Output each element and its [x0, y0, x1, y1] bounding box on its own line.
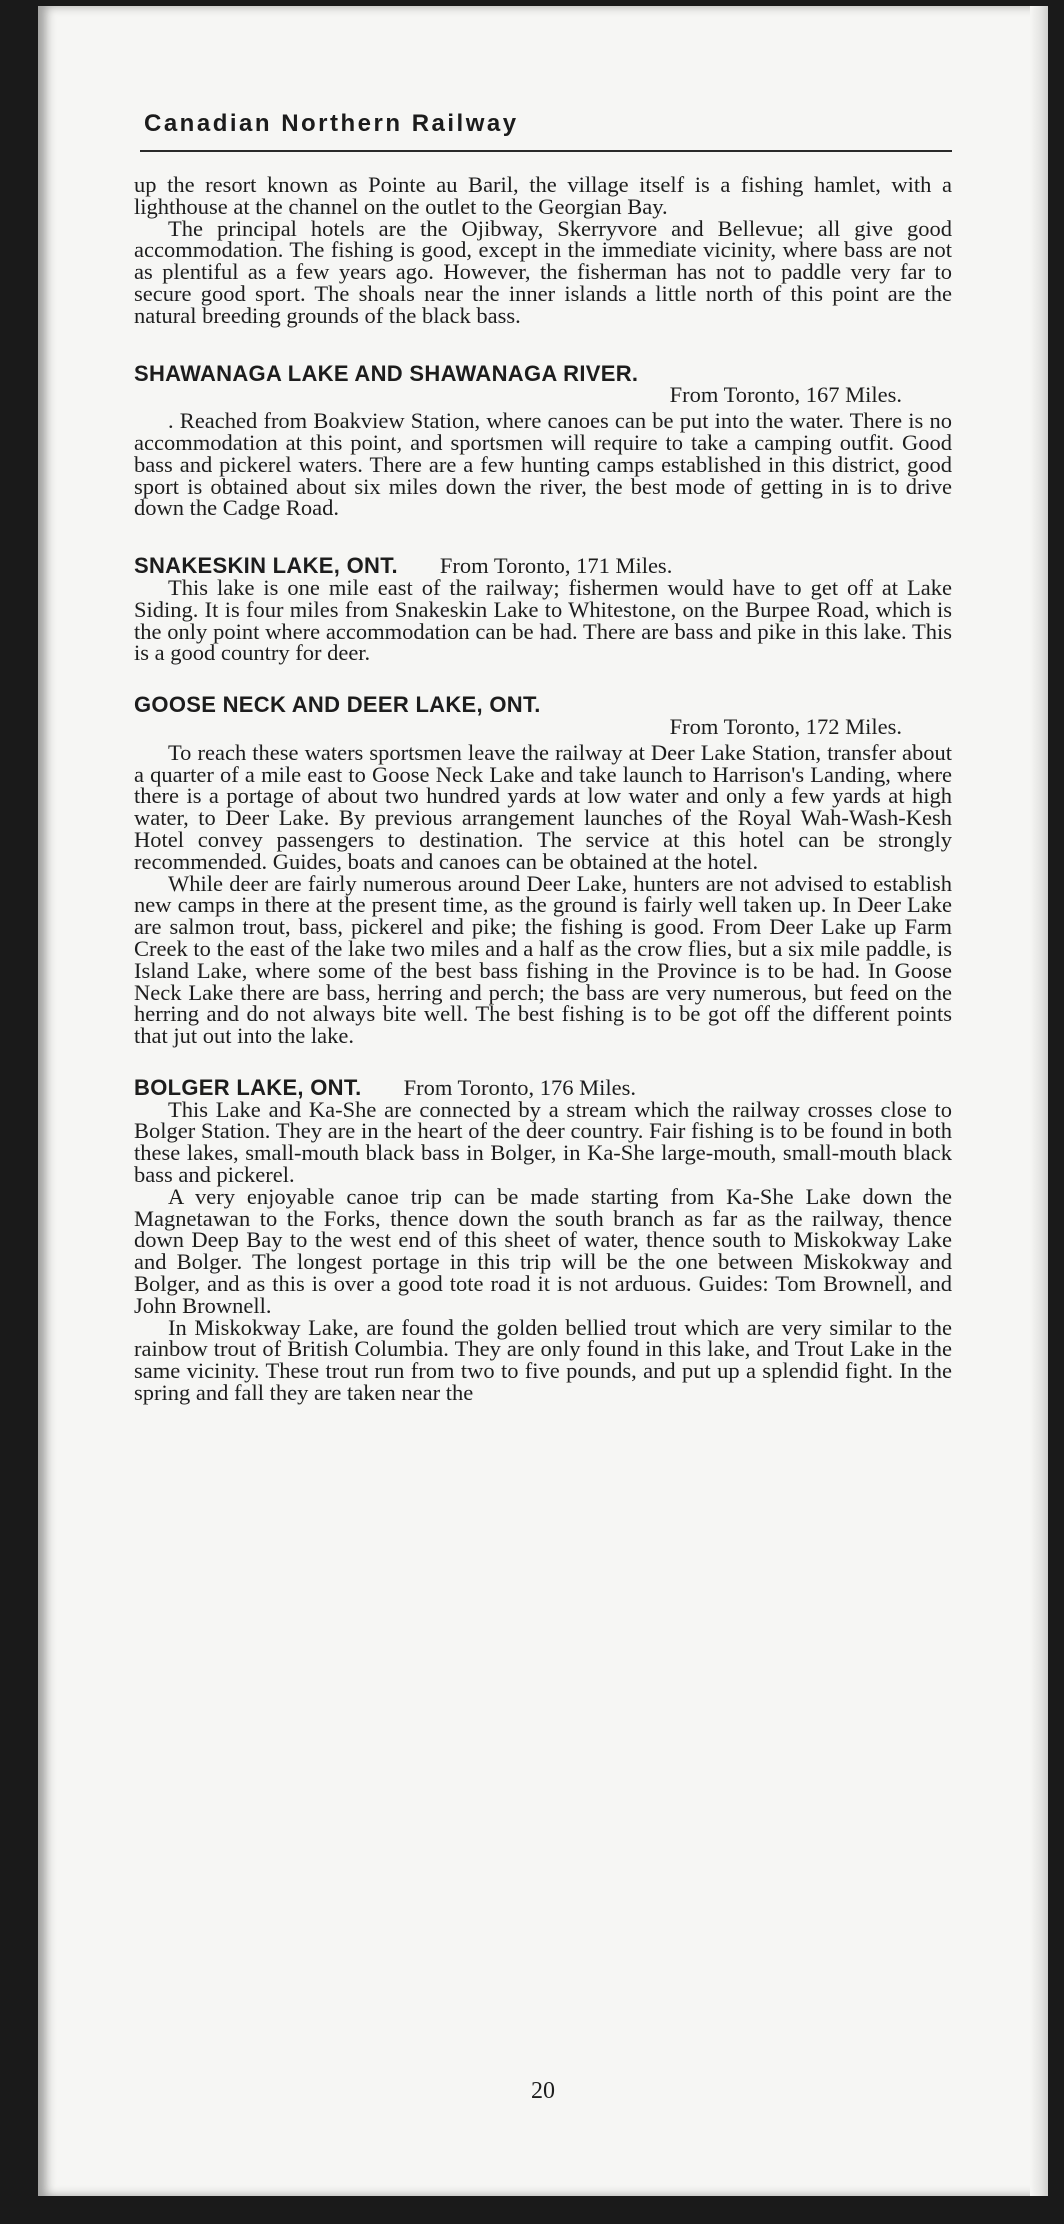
page-number: 20 — [531, 2078, 555, 2104]
section-distance: From Toronto, 172 Miles. — [669, 713, 902, 739]
section-distance: From Toronto, 176 Miles. — [403, 1074, 636, 1100]
intro-paragraph-1: up the resort known as Pointe au Baril, the village itself is a fishing hamlet, with a lighthouse at the channel on the outlet to the Georgian Bay. — [134, 172, 952, 219]
section-distance: From Toronto, 167 Miles. — [669, 382, 902, 408]
section-shawanaga — [134, 360, 952, 521]
header-rule — [140, 150, 952, 152]
section-paragraph: This lake is one mile east of the railway; fishermen would have to get off at Lake Siding. It is four miles from Snakeskin Lake to Whitestone, on the Burpee Road, which is the only point where accommodation can be had. There are bass and pike in this lake. This is a good country for deer. — [134, 574, 952, 666]
intro-paragraph-2: The principal hotels are the Ojibway, Skerryvore and Bellevue; all give good accommodation. The fishing is good, except in the immediate vicinity, where bass are not as plentiful as a few years ago. However, the fisherman has not to paddle very far to secure good sport. The shoals near the inner islands a little north of this point are the natural breeding grounds of the black bass. — [134, 215, 952, 328]
section-title: BOLGER LAKE, ONT. — [134, 1074, 362, 1100]
section-title: GOOSE NECK AND DEER LAKE, ONT. — [134, 692, 541, 718]
section-paragraph: In Miskokway Lake, are found the golden bellied trout which are very similar to the rainbow trout of British Columbia. They are only found in this lake, and Trout Lake in the same vicinity. These trout run from two to five pounds, and put up a splendid fight. In the spring and fall they are taken near the — [134, 1314, 952, 1406]
section-paragraph: To reach these waters sportsmen leave the railway at Deer Lake Station, transfer about a quarter of a mile east to Goose Neck Lake and take launch to Harrison's Landing, where there is a portage of about two hundred yards at low water and only a few yards at high water, to Deer Lake. By previous arrangement launches of the Royal Wah-Wash-Kesh Hotel convey passengers to destination. The service at this hotel can be strongly recommended. Guides, boats and canoes can be obtained at the hotel. — [134, 739, 952, 874]
section-paragraph: A very enjoyable canoe trip can be made starting from Ka-She Lake down the Magnetawan to the Forks, thence down the south branch as far as the railway, thence down Deep Bay to the west end of this sheet of water, thence south to Miskokway Lake and Bolger. The longest portage in this trip will be the one between Miskokway and Bolger, and as this is over a good tote road it is not arduous. Guides: Tom Brownell, and John Brownell. — [134, 1183, 952, 1318]
section-goose-neck — [134, 694, 952, 1047]
section-distance: From Toronto, 171 Miles. — [439, 553, 673, 579]
section-paragraph: This Lake and Ka-She are connected by a stream which the railway crosses close to Bolger Station. They are in the heart of the deer country. Fair fishing is to be found in both these lakes, small-mouth black bass in Bolger, in Ka-She large-mouth, small-mouth black bass and pickerel. — [134, 1096, 952, 1188]
running-header: Canadian Northern Railway — [144, 110, 519, 137]
section-snakeskin — [134, 555, 952, 664]
section-paragraph: . Reached from Boakview Station, where canoes can be put into the water. There is no accommodation at this point, and sportsmen will require to take a camping outfit. Good bass and pickerel waters. There are a few hunting camps established in this district, good sport is obtained about six miles down the river, the best mode of getting in is to drive down the Cadge Road. — [134, 408, 952, 521]
book-page — [38, 6, 1048, 2196]
section-title: SHAWANAGA LAKE AND SHAWANAGA RIVER. — [134, 360, 639, 386]
section-bolger — [134, 1074, 952, 1406]
page-edge — [1030, 6, 1048, 2196]
page-content — [134, 174, 952, 1404]
section-title: SNAKESKIN LAKE, ONT. — [134, 553, 398, 579]
section-paragraph: While deer are fairly numerous around Deer Lake, hunters are not advised to establish new camps in there at the present time, as the ground is fairly well taken up. In Deer Lake are salmon trout, bass, pickerel and pike; the fishing is good. From Deer Lake up Farm Creek to the east of the lake two miles and a half as the crow flies, but a six mile paddle, is Island Lake, where some of the best bass fishing in the Province is to be had. In Goose Neck Lake there are bass, herring and perch; the bass are very numerous, but feed on the herring and do not always bite well. The best fishing is to be got off the different points that jut out into the lake. — [134, 870, 952, 1049]
